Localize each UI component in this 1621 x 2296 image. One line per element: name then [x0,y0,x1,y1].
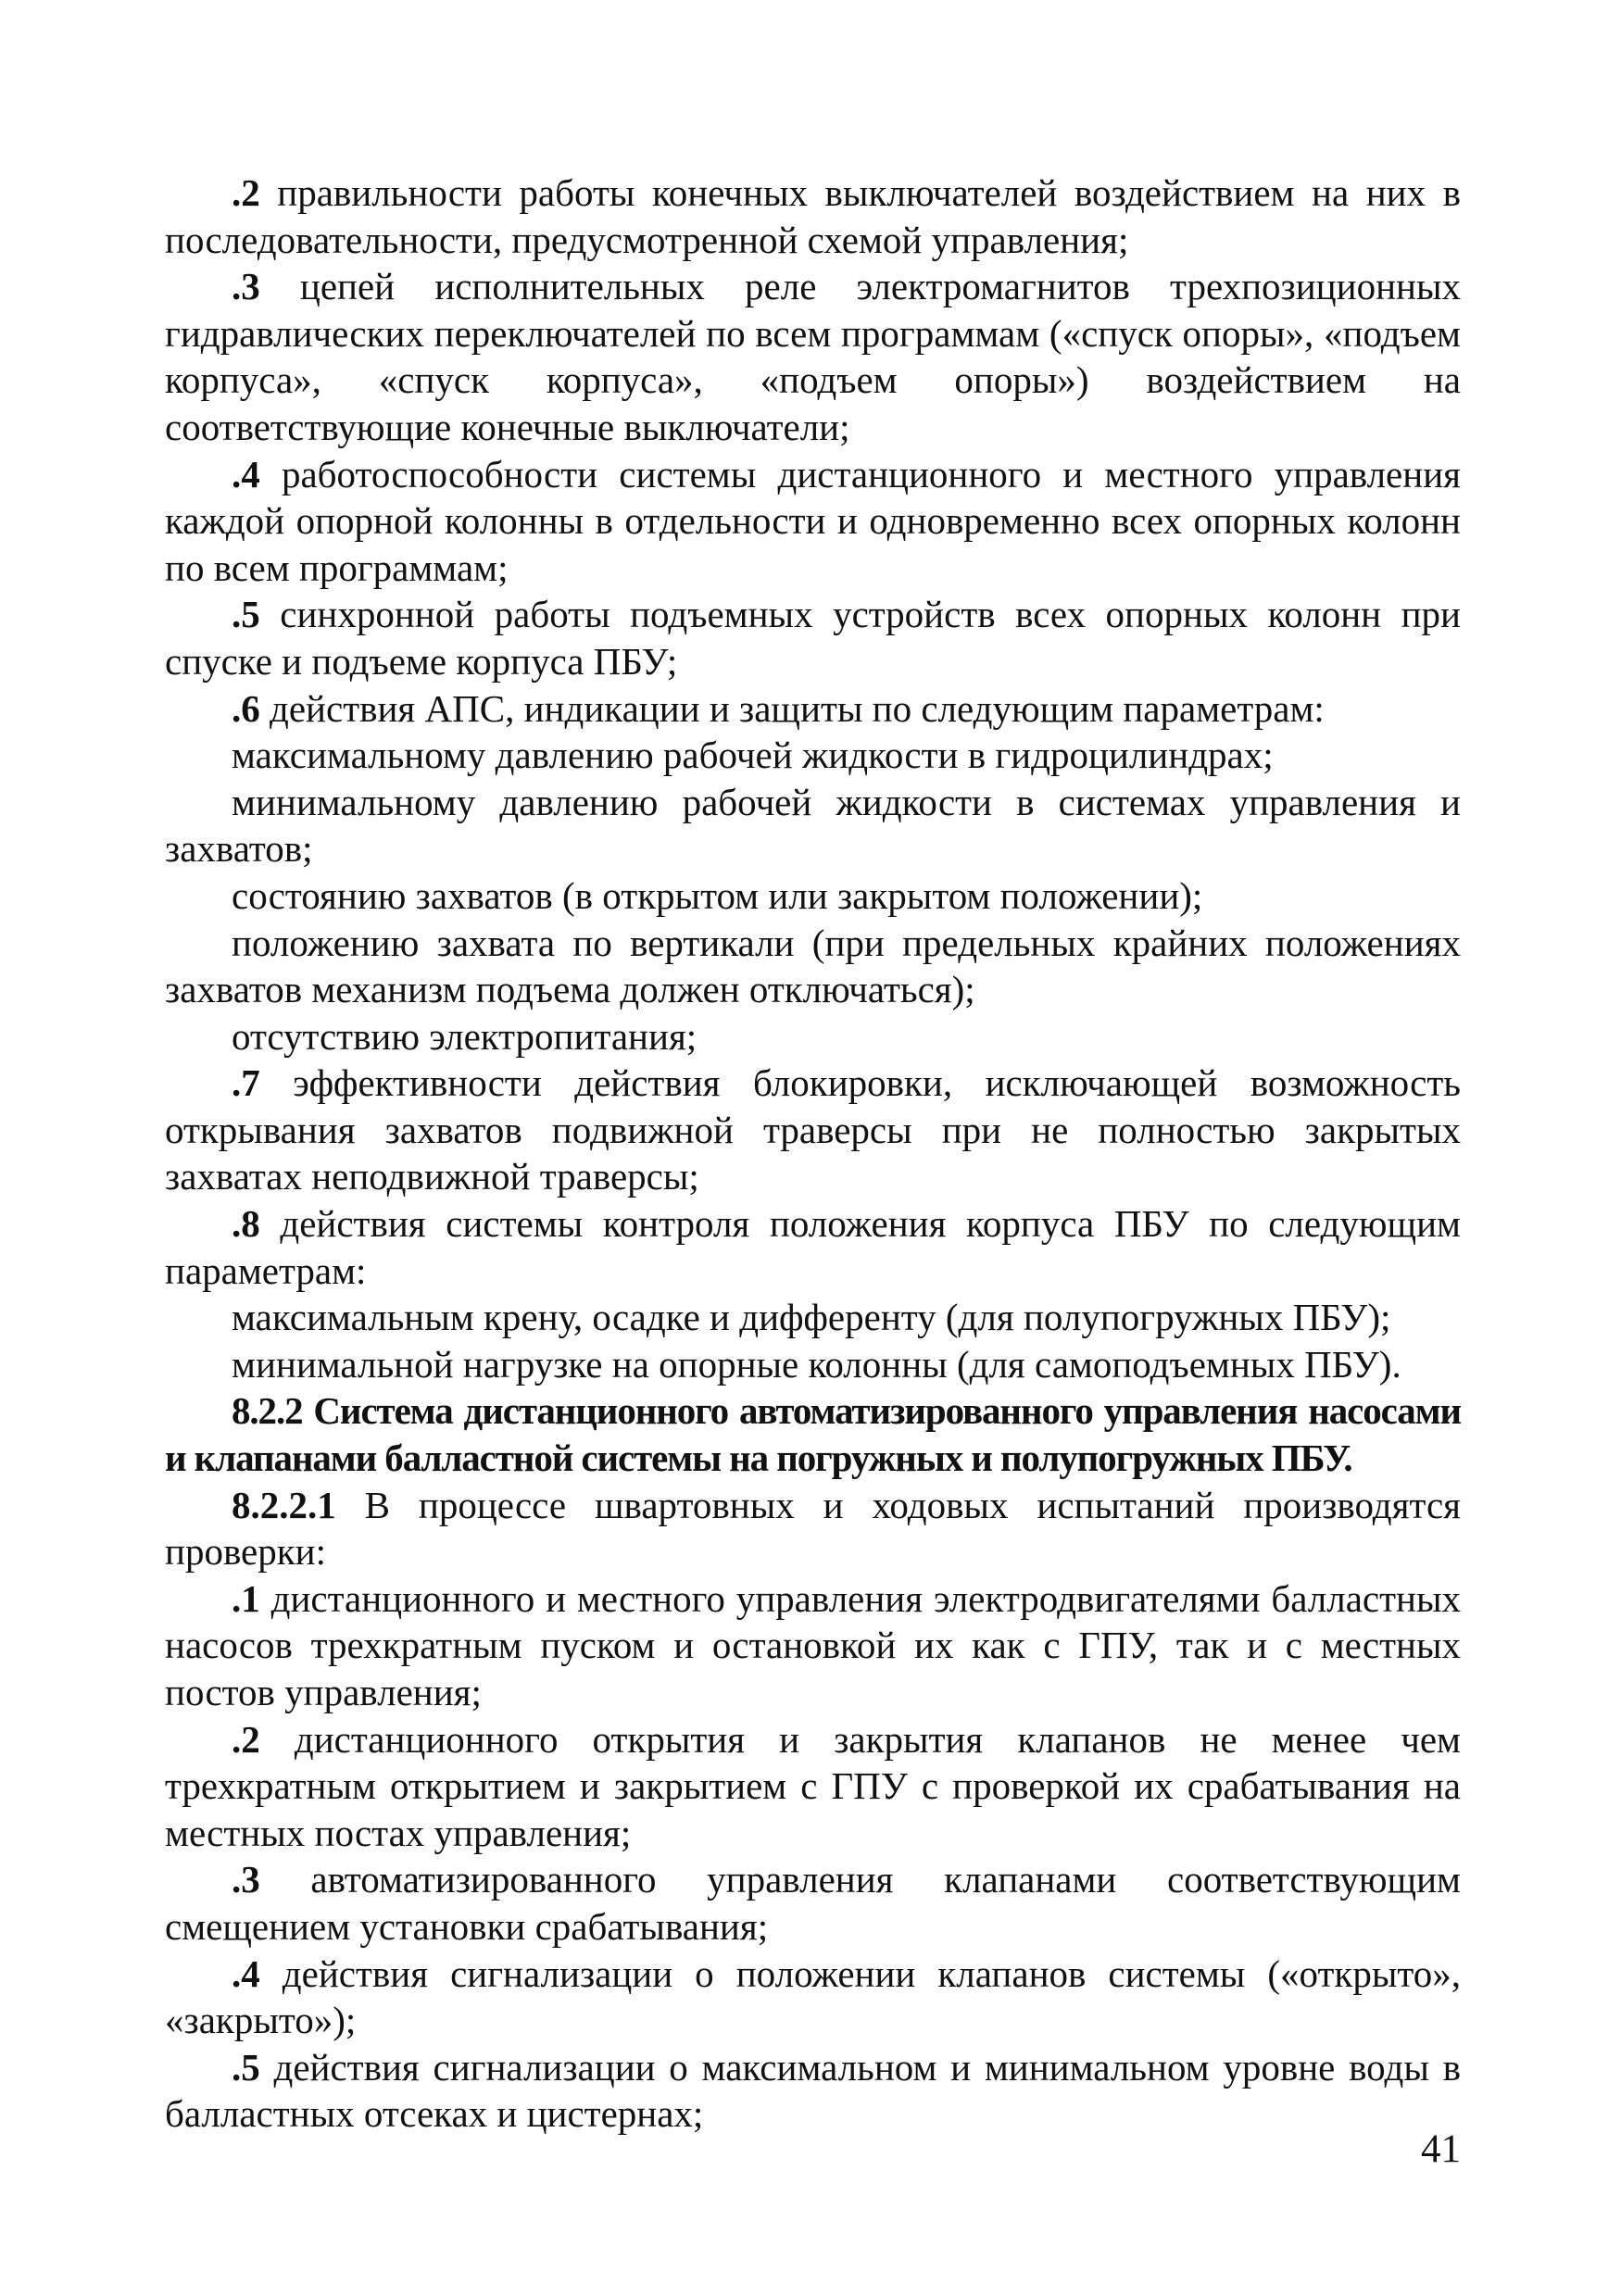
item-text: действия АПС, индикации и защиты по следующим параметрам: [259,686,1325,730]
paragraph-item-4 [165,451,1461,592]
section-heading: 8.2.2 Система дистанционного автоматизированного управления насосами и клапанами балластной системы на погружных и полупогружных ПБУ. [165,1389,1461,1480]
item-text: синхронной работы подъемных устройств всех опорных колонн при спуске и подъеме корпуса ПБУ; [165,593,1461,683]
item-number: .3 [232,1858,260,1901]
paragraph-item-3b [165,1856,1461,1950]
item-text: максимальным крену, осадке и дифференту (для полупогружных ПБУ); [232,1296,1391,1339]
item-text: эффективности действия блокировки, исключающей возможность открывания захватов подвижной траверсы при не полностью закрытых захватах неподвижной траверсы; [165,1061,1461,1198]
item-number: .2 [232,1717,260,1761]
item-number: .5 [232,593,260,636]
item-text: минимальному давлению рабочей жидкости в системах управления и захватов; [165,780,1461,871]
item-number: .2 [232,171,260,214]
item-text: дистанционного и местного управления электродвигателями балластных насосов трехкратным пуском и остановкой их как с ГПУ, так и с местных постов управления; [165,1576,1461,1713]
item-text: минимальной нагрузке на опорные колонны (для самоподъемных ПБУ). [232,1342,1401,1386]
paragraph-item-5b [165,2044,1461,2138]
sub-item [165,920,1461,1013]
item-number: .7 [232,1061,260,1105]
sub-item [165,1013,1461,1060]
item-text: работоспособности системы дистанционного и местного управления каждой опорной колонны в отдельности и одновременно всех опорных колонн по всем программам; [165,452,1461,589]
paragraph-item-8 [165,1200,1461,1294]
sub-item [165,732,1461,779]
item-number: 8.2.2.1 [232,1483,336,1526]
item-text: автоматизированного управления клапанами соответствующим смещением установки срабатывания; [165,1858,1461,1948]
document-body [165,169,1461,2138]
item-number: .4 [232,452,260,496]
item-number: .6 [232,686,260,730]
item-text: максимальному давлению рабочей жидкости в гидроцилиндрах; [232,734,1274,777]
paragraph-item-2b [165,1716,1461,1857]
paragraph-8-2-2-1 [165,1482,1461,1575]
sub-item [165,1341,1461,1388]
item-text: дистанционного открытия и закрытия клапанов не менее чем трехкратным открытием и закрытием с ГПУ с проверкой их срабатывания на местных постах управления; [165,1717,1461,1854]
paragraph-item-3 [165,263,1461,450]
item-number: .8 [232,1202,260,1246]
item-number: .1 [232,1576,260,1620]
paragraph-item-1 [165,1575,1461,1716]
paragraph-item-2 [165,169,1461,263]
item-text: действия системы контроля положения корпуса ПБУ по следующим параметрам: [165,1202,1461,1292]
paragraph-item-5 [165,591,1461,684]
item-number: .5 [232,2045,260,2089]
item-text: В процессе швартовных и ходовых испытаний производятся проверки: [165,1483,1461,1574]
paragraph-item-4b [165,1951,1461,2044]
item-number: .3 [232,265,260,308]
item-text: положению захвата по вертикали (при предельных крайних положениях захватов механизм подъема должен отключаться); [165,921,1461,1011]
item-text: цепей исполнительных реле электромагнитов трехпозиционных гидравлических переключателей по всем программам («спуск опоры», «подъем корпуса», «спуск корпуса», «подъем опоры») воздействием на соответствующие конечные выключатели; [165,265,1461,448]
item-text: действия сигнализации о положении клапанов системы («открыто», «закрыто»); [165,1951,1461,2042]
paragraph-item-7 [165,1060,1461,1200]
item-text: отсутствию электропитания; [232,1014,697,1058]
sub-item [165,1294,1461,1341]
item-text: правильности работы конечных выключателей воздействием на них в последовательности, предусмотренной схемой управления; [165,171,1461,261]
paragraph-item-6 [165,685,1461,733]
sub-item [165,779,1461,872]
item-text: действия сигнализации о максимальном и минимальном уровне воды в балластных отсеках и цистернах; [165,2045,1461,2136]
page-number: 41 [1421,2127,1461,2171]
sub-item [165,872,1461,920]
item-number: .4 [232,1951,260,1995]
item-text: состоянию захватов (в открытом или закрытом положении); [232,873,1203,917]
